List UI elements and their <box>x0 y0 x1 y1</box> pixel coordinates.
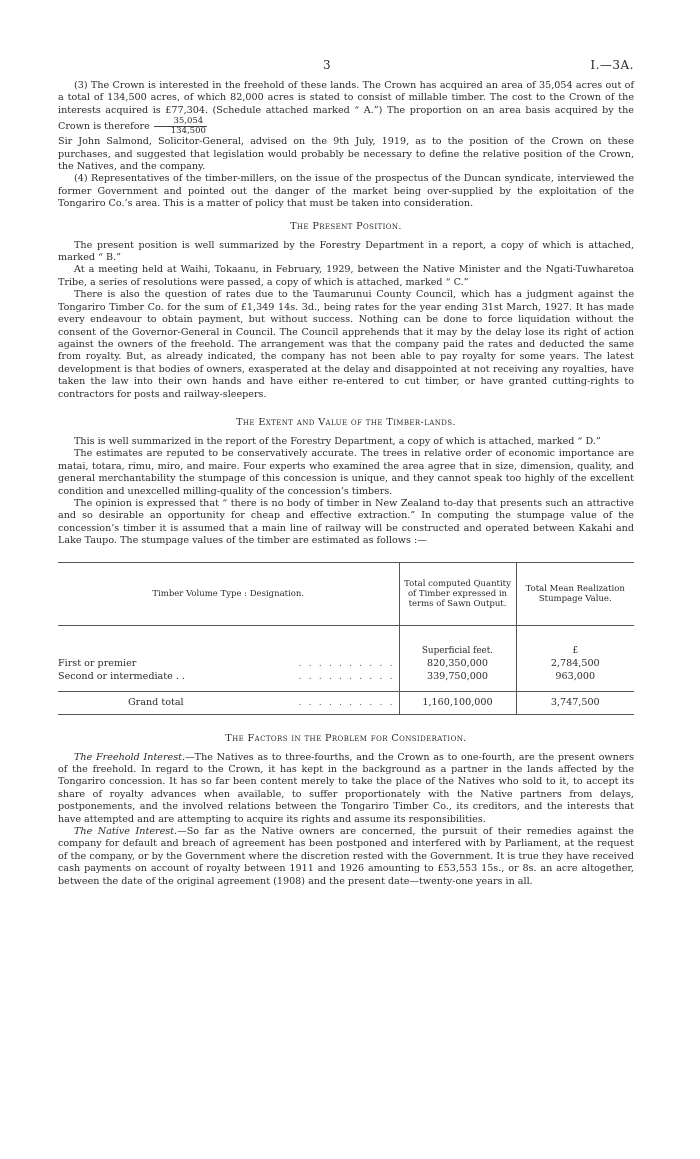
table-header-row <box>58 562 634 625</box>
present-position-paragraph-1: The present position is well summarized by the Forestry Department in a report, a copy of which is attached, marked “ B.” <box>58 239 634 264</box>
row-value: 963,000 <box>516 670 634 683</box>
row-designation: Second or intermediate . . <box>58 670 185 682</box>
leader-dots: . . . . . . . . . . <box>298 670 395 682</box>
freehold-interest-text: —The Natives as to three-fourths, and the Crown as to one-fourth, are the present owners of the freehold. In regard to the Crown, it has kept in the background as a partner in the lands affected by the Tongariro concession. It has so far been content merely to take the place of the Natives who sold to it, to accept its share of royalty advances when available, to suffer proportionately with the Native partners from delays, postponements, and the involved relations between the Tongariro Timber Co., its creditors, and the interests that have attempted and are attempting to acquire its rights and assume its responsibilities. <box>58 751 635 825</box>
extent-value-heading: The Extent and Value of the Timber-lands. <box>236 416 456 428</box>
table-row <box>58 670 634 683</box>
page-number: 3 <box>323 58 331 72</box>
unit-superficial-feet: Superficial feet. <box>399 625 516 657</box>
table-row <box>58 657 634 670</box>
freehold-interest-lead: The Freehold Interest. <box>74 751 186 763</box>
page-header <box>58 58 634 80</box>
paragraph-3-text: (3) The Crown is interested in the freehold of these lands. The Crown has acquired an area of 35,054 acres out of a total of 134,500 acres, of which 82,000 acres is stated to consist of millable timber. The cost to the Crown of the interests acquired is £77,304. (Schedule attached marked “ A.”) The proportion on an area basis acquired by the Crown is therefore <box>58 80 634 133</box>
present-position-paragraph-3: There is also the question of rates due to the Taumarunui County Council, which has a judgment against the Tongariro Timber Co. for the sum of £1,349 14s. 3d., being rates for the year ending 31st March, 1927. It has made every endeavour to obtain payment, but without success. Nothing can be done to force liquidation without the consent of the Governor-General in Council. The Council apprehends that it may by the delay lose its right of action against the owners of the freehold. The arrangement was that the company paid the rates and deducted the same from royalty. But, as already indicated, the company has not been able to pay royalty for some years. The latest development is that bodies of owners, exasperated at the delay and disappointed at not receiving any royalties, have taken the law into their own hands and have either re-entered to cut timber, or have granted cutting-rights to contractors for posts and railway-sleepers. <box>58 289 634 400</box>
row-quantity: 820,350,000 <box>399 657 516 670</box>
column-header-value: Total Mean Realization Stumpage Value. <box>516 562 634 625</box>
paragraph-3-continued: Sir John Salmond, Solicitor-General, advised on the 9th July, 1919, as to the position of the Crown on these purchases, and suggested that legislation would probably be necessary to define the relative position of the Crown, the Natives, and the company. <box>58 136 634 173</box>
stumpage-table <box>58 562 634 715</box>
paragraph-3 <box>58 80 634 136</box>
extent-value-paragraph-3: The opinion is expressed that “ there is no body of timber in New Zealand to-day that presents such an attractive and so desirable an opportunity for cheap and effective extraction.” In computing the stumpage value of the concession’s timber it is assumed that a main line of railway will be constructed and operated between Kakahi and Lake Taupo. The stumpage values of the timber are estimated as follows :— <box>58 497 634 547</box>
grand-total-quantity: 1,160,100,000 <box>399 691 516 714</box>
leader-dots: . . . . . . . . . . <box>298 657 395 669</box>
native-interest-paragraph <box>58 826 634 888</box>
extent-value-paragraph-2: The estimates are reputed to be conservatively accurate. The trees in relative order of economic importance are matai, totara, rimu, miro, and maire. Four experts who examined the area agree that in size, dimension, quality, and general merchantability the stumpage of this concession is unique, and they cannot speak too highly of the excellent condition and unexcelled milling-quality of the concession’s timbers. <box>58 448 634 497</box>
extent-value-paragraph-1: This is well summarized in the report of the Forestry Department, a copy of which is attached, marked “ D.” <box>74 435 601 447</box>
leader-dots: . . . . . . . . . . <box>298 697 395 709</box>
document-reference: I.—3A. <box>590 58 634 72</box>
native-interest-text: —So far as the Native owners are concerned, the pursuit of their remedies against the company for default and breach of agreement has been postponed and interfered with by Parliament, at the request of the company, or by the Government where the discretion rested with the Government. It is true they have received cash payments on account of royalty between 1911 and 1926 amounting to £53,553 15s., or 8s. an acre altogether, between the date of the original agreement (1908) and the present date—twenty-one years in all. <box>58 826 634 887</box>
row-designation: First or premier <box>58 657 137 669</box>
present-position-heading: The Present Position. <box>290 220 402 232</box>
grand-total-value: 3,747,500 <box>516 691 634 714</box>
unit-pounds: £ <box>516 625 634 657</box>
paragraph-4: (4) Representatives of the timber-millers, on the issue of the prospectus of the Duncan syndicate, interviewed the former Government and pointed out the danger of the market being over-supplied by the exploitation of the Tongariro Co.’s area. This is a matter of policy that must be taken into consideration. <box>58 173 634 210</box>
column-header-designation: Timber Volume Type : Designation. <box>58 562 399 625</box>
grand-total-label: Grand total <box>128 697 184 709</box>
native-interest-lead: The Native Interest. <box>74 826 178 838</box>
factors-heading: The Factors in the Problem for Consideration. <box>225 732 467 744</box>
fraction-numerator: 35,054 <box>154 117 207 127</box>
row-quantity: 339,750,000 <box>399 670 516 683</box>
table-spacer-row <box>58 683 634 692</box>
present-position-paragraph-2: At a meeting held at Waihi, Tokaanu, in February, 1929, between the Native Minister and the Ngati-Tuwharetoa Tribe, a series of resolutions were passed, a copy of which is attached, marked “ C.” <box>58 264 634 288</box>
table-units-row <box>58 625 634 657</box>
column-header-quantity: Total computed Quantity of Timber expressed in terms of Sawn Output. <box>399 562 516 625</box>
grand-total-row <box>58 691 634 714</box>
fraction-denominator: 134,500 <box>170 126 206 137</box>
freehold-interest-paragraph <box>58 752 634 826</box>
document-page <box>58 58 634 888</box>
fraction <box>154 117 207 136</box>
row-value: 2,784,500 <box>516 657 634 670</box>
